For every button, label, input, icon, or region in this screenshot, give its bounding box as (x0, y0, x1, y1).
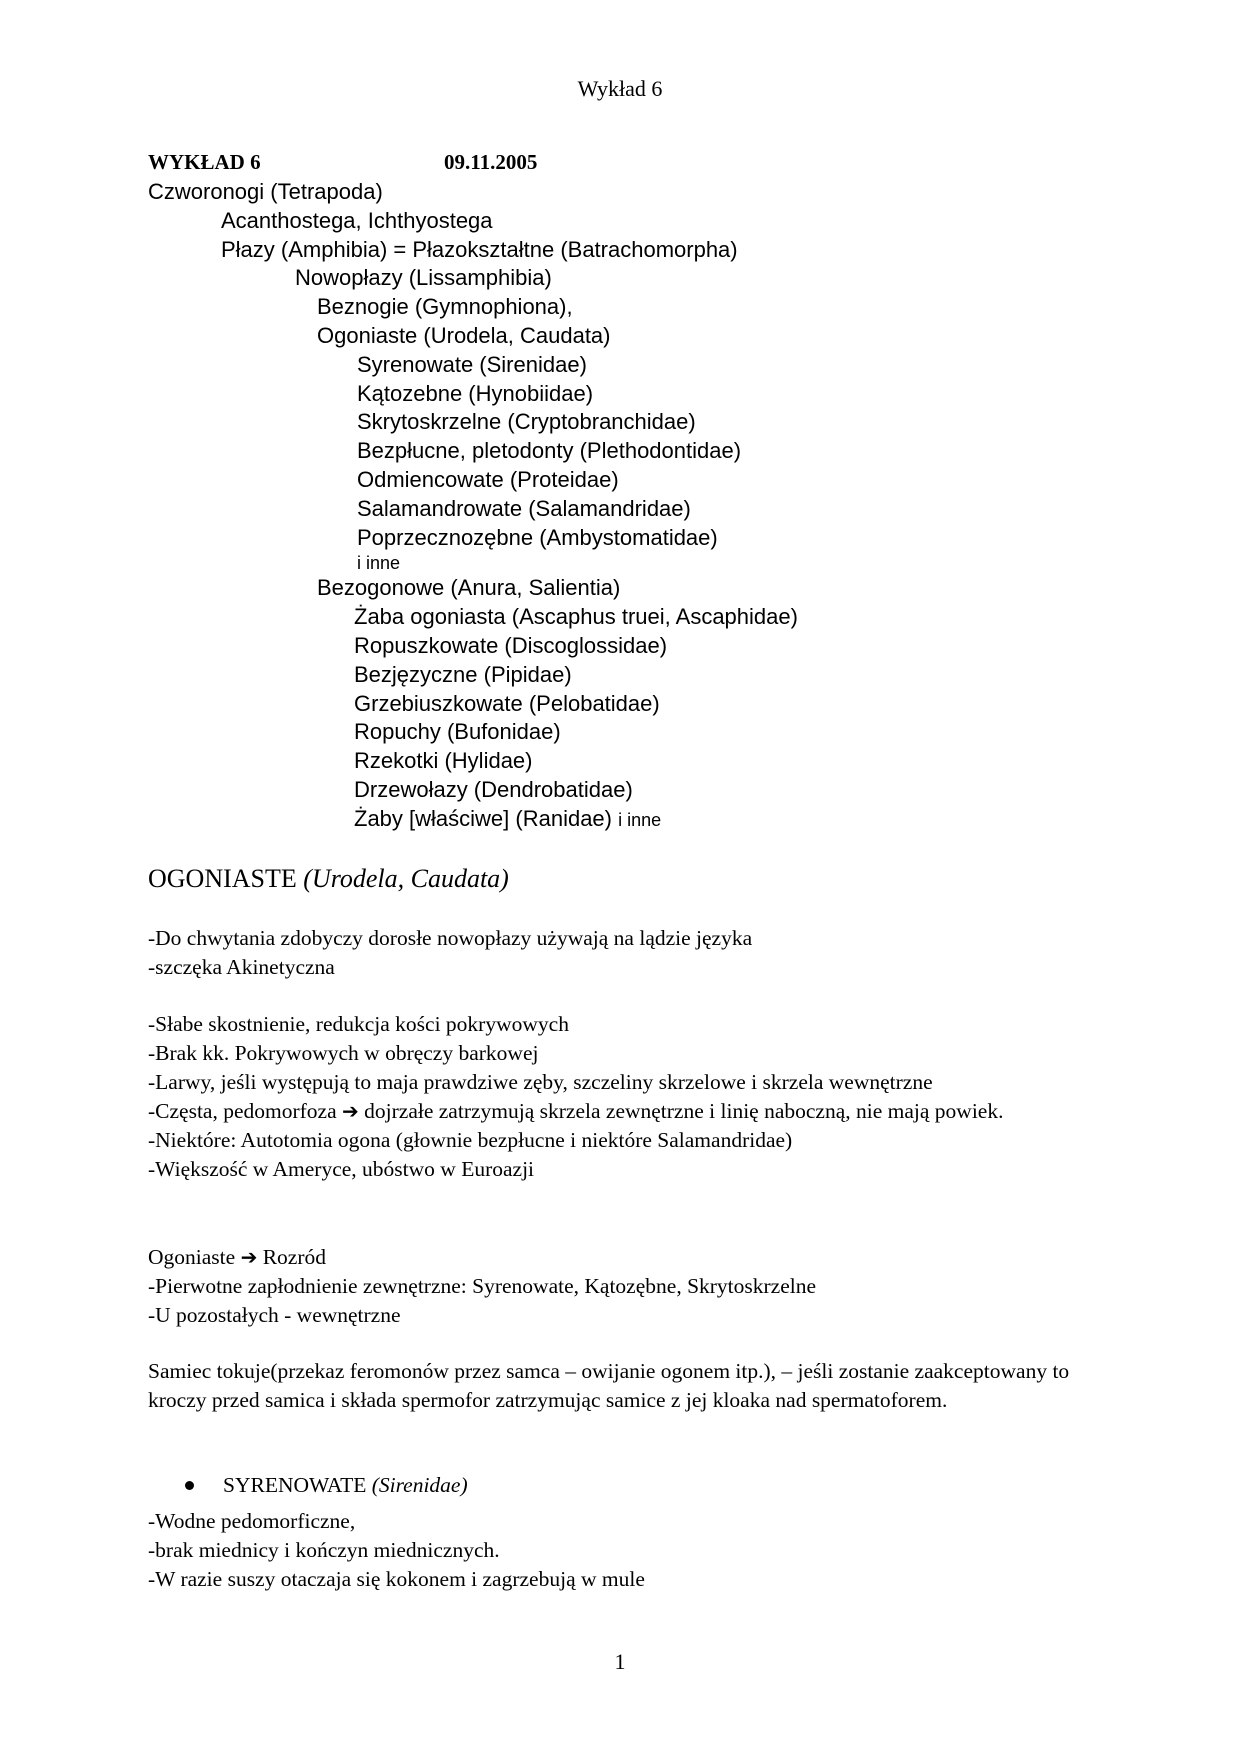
text-line: -Larwy, jeśli występują to maja prawdziwe zęby, szczeliny skrzelowe i skrzela wewnętrzne (148, 1070, 933, 1094)
arrow-right-icon: ➔ (240, 1245, 258, 1269)
taxon-family: Ropuszkowate (Discoglossidae) (354, 632, 668, 658)
section-heading (148, 864, 509, 894)
taxon-family: Odmiencowate (Proteidae) (357, 466, 619, 492)
taxon-family: Skrytoskrzelne (Cryptobranchidae) (357, 409, 696, 435)
taxon-family: Bezpłucne, pletodonty (Plethodontidae) (357, 438, 742, 464)
taxon-ranidae: Żaby [właściwe] (Ranidae) (354, 805, 612, 831)
text-line: -szczęka Akinetyczna (148, 955, 335, 979)
section-latin: (Urodela, Caudata) (303, 864, 509, 893)
text-segment: -Częsta, pedomorfoza (148, 1099, 337, 1123)
taxon-family: Syrenowate (Sirenidae) (357, 351, 587, 377)
taxon-anura: Bezogonowe (Anura, Salientia) (317, 575, 621, 601)
text-line (148, 1243, 1078, 1272)
taxon-early-tetrapods: Acanthostega, Ichthyostega (221, 207, 493, 233)
paragraph-traits (148, 1010, 1078, 1184)
text-line (148, 1097, 1078, 1126)
text-line: -brak miednicy i kończyn miednicznych. (148, 1538, 500, 1562)
page-header: Wykład 6 (577, 76, 663, 101)
text-line: -W razie suszy otaczaja się kokonem i zagrzebują w mule (148, 1567, 645, 1591)
lecture-date: 09.11.2005 (444, 150, 538, 174)
taxon-amphibia: Płazy (Amphibia) = Płazokształtne (Batrachomorpha) (221, 236, 738, 262)
text-line: -U pozostałych - wewnętrzne (148, 1303, 401, 1327)
taxon-more: i inne (618, 809, 662, 830)
paragraph-feeding (148, 924, 1078, 982)
text-line: -Wodne pedomorficzne, (148, 1509, 356, 1533)
taxon-family-last (148, 805, 798, 835)
taxon-lissamphibia: Nowopłazy (Lissamphibia) (295, 265, 552, 291)
taxon-more: i inne (357, 553, 401, 574)
bullet-heading (185, 1473, 468, 1498)
taxon-gymnophiona: Beznogie (Gymnophiona), (317, 294, 573, 320)
paragraph-sirenidae (148, 1507, 1078, 1594)
taxon-family: Salamandrowate (Salamandridae) (357, 495, 691, 521)
taxon-family: Ropuchy (Bufonidae) (354, 719, 561, 745)
text-line: -Słabe skostnienie, redukcja kości pokrywowych (148, 1012, 569, 1036)
text-segment: Ogoniaste (148, 1245, 236, 1269)
bullet-latin: (Sirenidae) (371, 1473, 468, 1497)
lecture-title (148, 150, 538, 175)
taxonomy-tree (148, 178, 798, 835)
bullet-icon (185, 1481, 194, 1490)
text-line: -Większość w Ameryce, ubóstwo w Euroazji (148, 1157, 535, 1181)
taxon-family: Kątozebne (Hynobiidae) (357, 380, 594, 406)
text-line: -Do chwytania zdobyczy dorosłe nowopłazy używają na lądzie języka (148, 926, 753, 950)
taxon-family: Grzebiuszkowate (Pelobatidae) (354, 690, 660, 716)
taxon-family: Poprzecznozębne (Ambystomatidae) (357, 524, 718, 550)
page-number: 1 (614, 1649, 626, 1674)
taxon-family: Rzekotki (Hylidae) (354, 748, 533, 774)
text-line: -Pierwotne zapłodnienie zewnętrzne: Syrenowate, Kątozębne, Skrytoskrzelne (148, 1274, 817, 1298)
text-block: Samiec tokuje(przekaz feromonów przez samca – owijanie ogonem itp.), – jeśli zostanie zaakceptowany to kroczy przed samica i składa spermofor zatrzymując samice z jej kloaka nad spermatoforem. (148, 1359, 1070, 1412)
taxon-tetrapoda: Czworonogi (Tetrapoda) (148, 179, 383, 204)
taxon-family: Żaba ogoniasta (Ascaphus truei, Ascaphidae) (354, 604, 798, 630)
text-line: -Brak kk. Pokrywowych w obręczy barkowej (148, 1041, 539, 1065)
taxon-urodela: Ogoniaste (Urodela, Caudata) (317, 322, 611, 348)
taxon-family: Drzewołazy (Dendrobatidae) (354, 776, 633, 802)
taxon-family: Bezjęzyczne (Pipidae) (354, 661, 572, 687)
bullet-title: SYRENOWATE (223, 1473, 367, 1497)
lecture-label: WYKŁAD 6 (148, 150, 261, 174)
arrow-right-icon: ➔ (342, 1099, 359, 1123)
text-segment: dojrzałe zatrzymują skrzela zewnętrzne i linię naboczną, nie mają powiek. (364, 1099, 1004, 1123)
paragraph-reproduction (148, 1243, 1078, 1330)
section-title: OGONIASTE (148, 864, 297, 893)
text-line: -Niektóre: Autotomia ogona (głownie bezpłucne i niektóre Salamandridae) (148, 1128, 793, 1152)
text-segment: Rozród (262, 1245, 326, 1269)
paragraph-courtship (148, 1357, 1078, 1415)
